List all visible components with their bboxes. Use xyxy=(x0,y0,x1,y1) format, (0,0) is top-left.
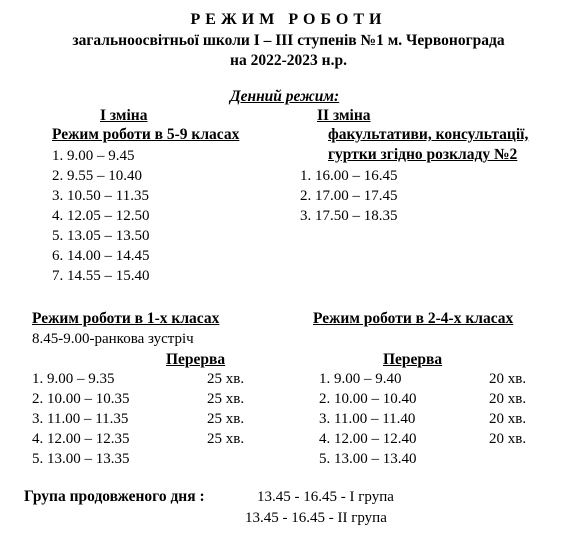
shift2-lessons xyxy=(300,166,398,226)
list-item: 3. 11.00 – 11.40 xyxy=(319,411,416,427)
grade2-4-heading: Режим роботи в 2-4-х класах xyxy=(313,310,514,327)
list-item: 2. 17.00 – 17.45 xyxy=(300,188,398,204)
list-item: 25 хв. xyxy=(207,391,245,407)
shift2-subtitle-1: факультативи, консультації, xyxy=(328,126,529,143)
extended-day-label: Група продовженого дня : xyxy=(24,488,205,505)
list-item: 5. 13.00 – 13.35 xyxy=(32,451,130,467)
list-item: 2. 10.00 – 10.40 xyxy=(319,391,417,407)
shift1-label-text: І зміна xyxy=(100,107,148,124)
list-item: 20 хв. xyxy=(489,371,527,387)
list-item: 3. 10.50 – 11.35 xyxy=(52,188,149,204)
list-item: 25 хв. xyxy=(207,371,245,387)
grade2-4-breaks xyxy=(489,369,526,449)
list-item: 5. 13.00 – 13.40 xyxy=(319,451,417,467)
page-title: РЕЖИМ РОБОТИ xyxy=(190,11,387,28)
list-item: 20 хв. xyxy=(489,431,527,447)
shift1-lessons xyxy=(52,146,150,286)
list-item: 1. 9.00 – 9.35 xyxy=(32,371,115,387)
school-year: на 2022-2023 н.р. xyxy=(230,52,347,69)
list-item: 20 хв. xyxy=(489,411,527,427)
shift2-subtitle-2: гуртки згідно розкладу №2 xyxy=(328,146,518,163)
list-item: 6. 14.00 – 14.45 xyxy=(52,248,150,264)
shift1-label xyxy=(100,106,177,126)
list-item: 1. 9.00 – 9.40 xyxy=(319,371,402,387)
list-item: 25 хв. xyxy=(207,431,245,447)
grade1-heading: Режим роботи в 1-х класах xyxy=(32,310,220,327)
grade1-break-label: Перерва xyxy=(166,351,226,368)
list-item: 2. 10.00 – 10.35 xyxy=(32,391,130,407)
list-item: 2. 9.55 – 10.40 xyxy=(52,168,142,184)
grade1-breaks xyxy=(207,369,244,449)
list-item: 1. 16.00 – 16.45 xyxy=(300,168,398,184)
school-name: загальноосвітньої школи І – ІІІ ступенів №1 м. Червонограда xyxy=(72,32,505,49)
list-item: 4. 12.05 – 12.50 xyxy=(52,208,150,224)
grade2-4-lessons xyxy=(319,369,417,469)
list-item: 3. 17.50 – 18.35 xyxy=(300,208,398,224)
shift2-label-text: ІІ зміна xyxy=(317,107,371,124)
list-item: 7. 14.55 – 15.40 xyxy=(52,268,150,284)
grade1-meeting: 8.45-9.00-ранкова зустріч xyxy=(32,331,194,347)
list-item: 3. 11.00 – 11.35 xyxy=(32,411,129,427)
list-item: 5. 13.05 – 13.50 xyxy=(52,228,150,244)
grade2-4-break-label: Перерва xyxy=(383,351,443,368)
shift1-subtitle: Режим роботи в 5-9 класах xyxy=(52,126,240,143)
extended-day-group1: 13.45 - 16.45 - І група xyxy=(257,489,394,505)
list-item: 4. 12.00 – 12.35 xyxy=(32,431,130,447)
extended-day-group2: 13.45 - 16.45 - ІІ група xyxy=(245,510,387,526)
shift2-label xyxy=(317,106,411,126)
list-item: 25 хв. xyxy=(207,411,245,427)
list-item: 1. 9.00 – 9.45 xyxy=(52,148,135,164)
day-mode-heading: Денний режим: xyxy=(230,88,340,105)
list-item: 20 хв. xyxy=(489,391,527,407)
grade1-lessons xyxy=(32,369,130,469)
list-item: 4. 12.00 – 12.40 xyxy=(319,431,417,447)
